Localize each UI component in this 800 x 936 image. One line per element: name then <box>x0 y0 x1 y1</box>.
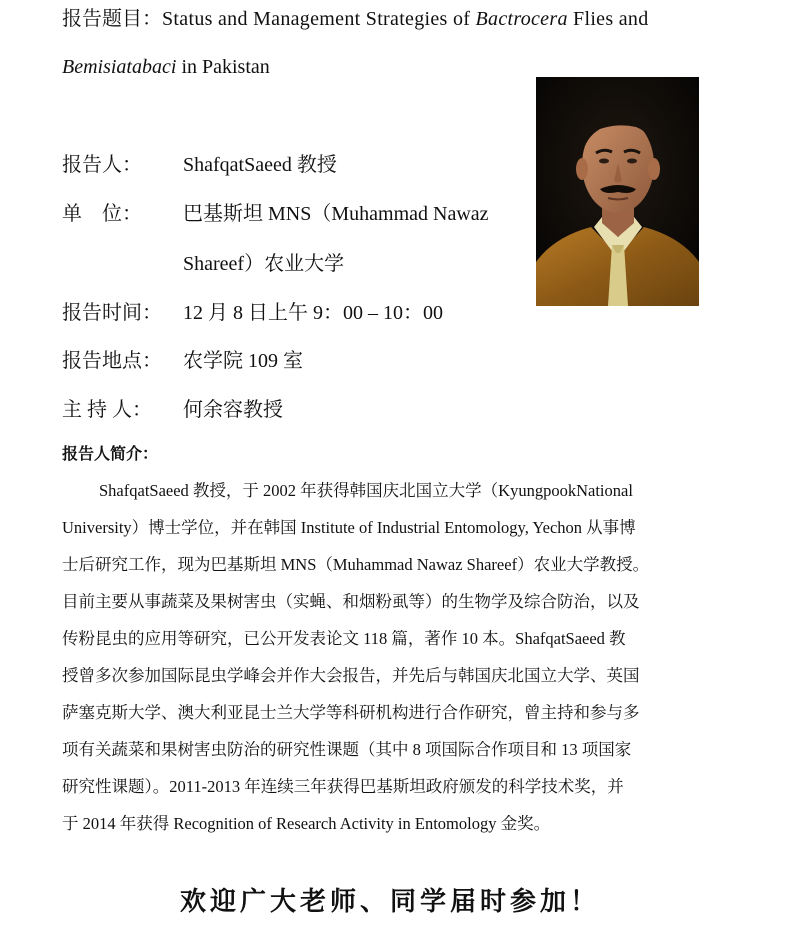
bio-line: 于 2014 年获得 Recognition of Research Activity in Entomology 金奖。 <box>62 814 551 833</box>
bio-line: 传粉昆虫的应用等研究，已公开发表论文 118 篇，著作 10 本。ShafqatSaeed 教 <box>62 629 626 648</box>
bio-line: 项有关蔬菜和果树害虫防治的研究性课题（其中 8 项国际合作项目和 13 项国家 <box>62 740 632 759</box>
bio-line: 目前主要从事蔬菜及果树害虫（实蝇、和烟粉虱等）的生物学及综合防治，以及 <box>62 592 640 611</box>
title-text-pakistan: in Pakistan <box>176 56 270 78</box>
speaker-value: ShafqatSaeed 教授 <box>183 154 337 176</box>
title-text-flies: Flies and <box>567 8 649 30</box>
unit-value-line-2: Shareef）农业大学 <box>183 253 345 275</box>
time-label: 报告时间： <box>62 302 162 324</box>
bio-heading: 报告人简介： <box>62 444 159 463</box>
title-italic-bactrocera: Bactrocera <box>475 8 568 30</box>
host-label: 主 持 人： <box>62 399 152 421</box>
bio-line: 士后研究工作，现为巴基斯坦 MNS（Muhammad Nawaz Shareef）农业大学教授。 <box>62 555 650 574</box>
host-value: 何余容教授 <box>183 399 283 421</box>
welcome-message: 欢迎广大老师、同学届时参加！ <box>179 887 600 917</box>
report-title-line-1 <box>62 5 649 33</box>
unit-value-line-1: 巴基斯坦 MNS（Muhammad Nawaz <box>183 203 489 225</box>
bio-line: 萨塞克斯大学、澳大利亚昆士兰大学等科研机构进行合作研究，曾主持和参与多 <box>62 703 640 722</box>
bio-line: 授曾多次参加国际昆虫学峰会并作大会报告，并先后与韩国庆北国立大学、英国 <box>62 666 640 685</box>
title-label: 报告题目： <box>62 8 162 30</box>
place-value: 农学院 109 室 <box>183 350 303 372</box>
report-title-line-2 <box>62 53 270 81</box>
time-value: 12 月 8 日上午 9：00 – 10：00 <box>183 302 443 324</box>
place-label: 报告地点： <box>62 350 162 372</box>
bio-line: University）博士学位，并在韩国 Institute of Industrial Entomology, Yechon 从事博 <box>62 518 636 537</box>
title-italic-bemisia: Bemisiatabaci <box>62 56 177 78</box>
bio-line: ShafqatSaeed 教授，于 2002 年获得韩国庆北国立大学（KyungpookNational <box>99 481 633 500</box>
unit-label: 单 位： <box>62 203 142 225</box>
speaker-label: 报告人： <box>62 154 142 176</box>
bio-line: 研究性课题）。2011-2013 年连续三年获得巴基斯坦政府颁发的科学技术奖，并 <box>62 777 624 796</box>
speaker-photo <box>536 77 699 306</box>
title-text: Status and Management Strategies of <box>162 8 476 30</box>
